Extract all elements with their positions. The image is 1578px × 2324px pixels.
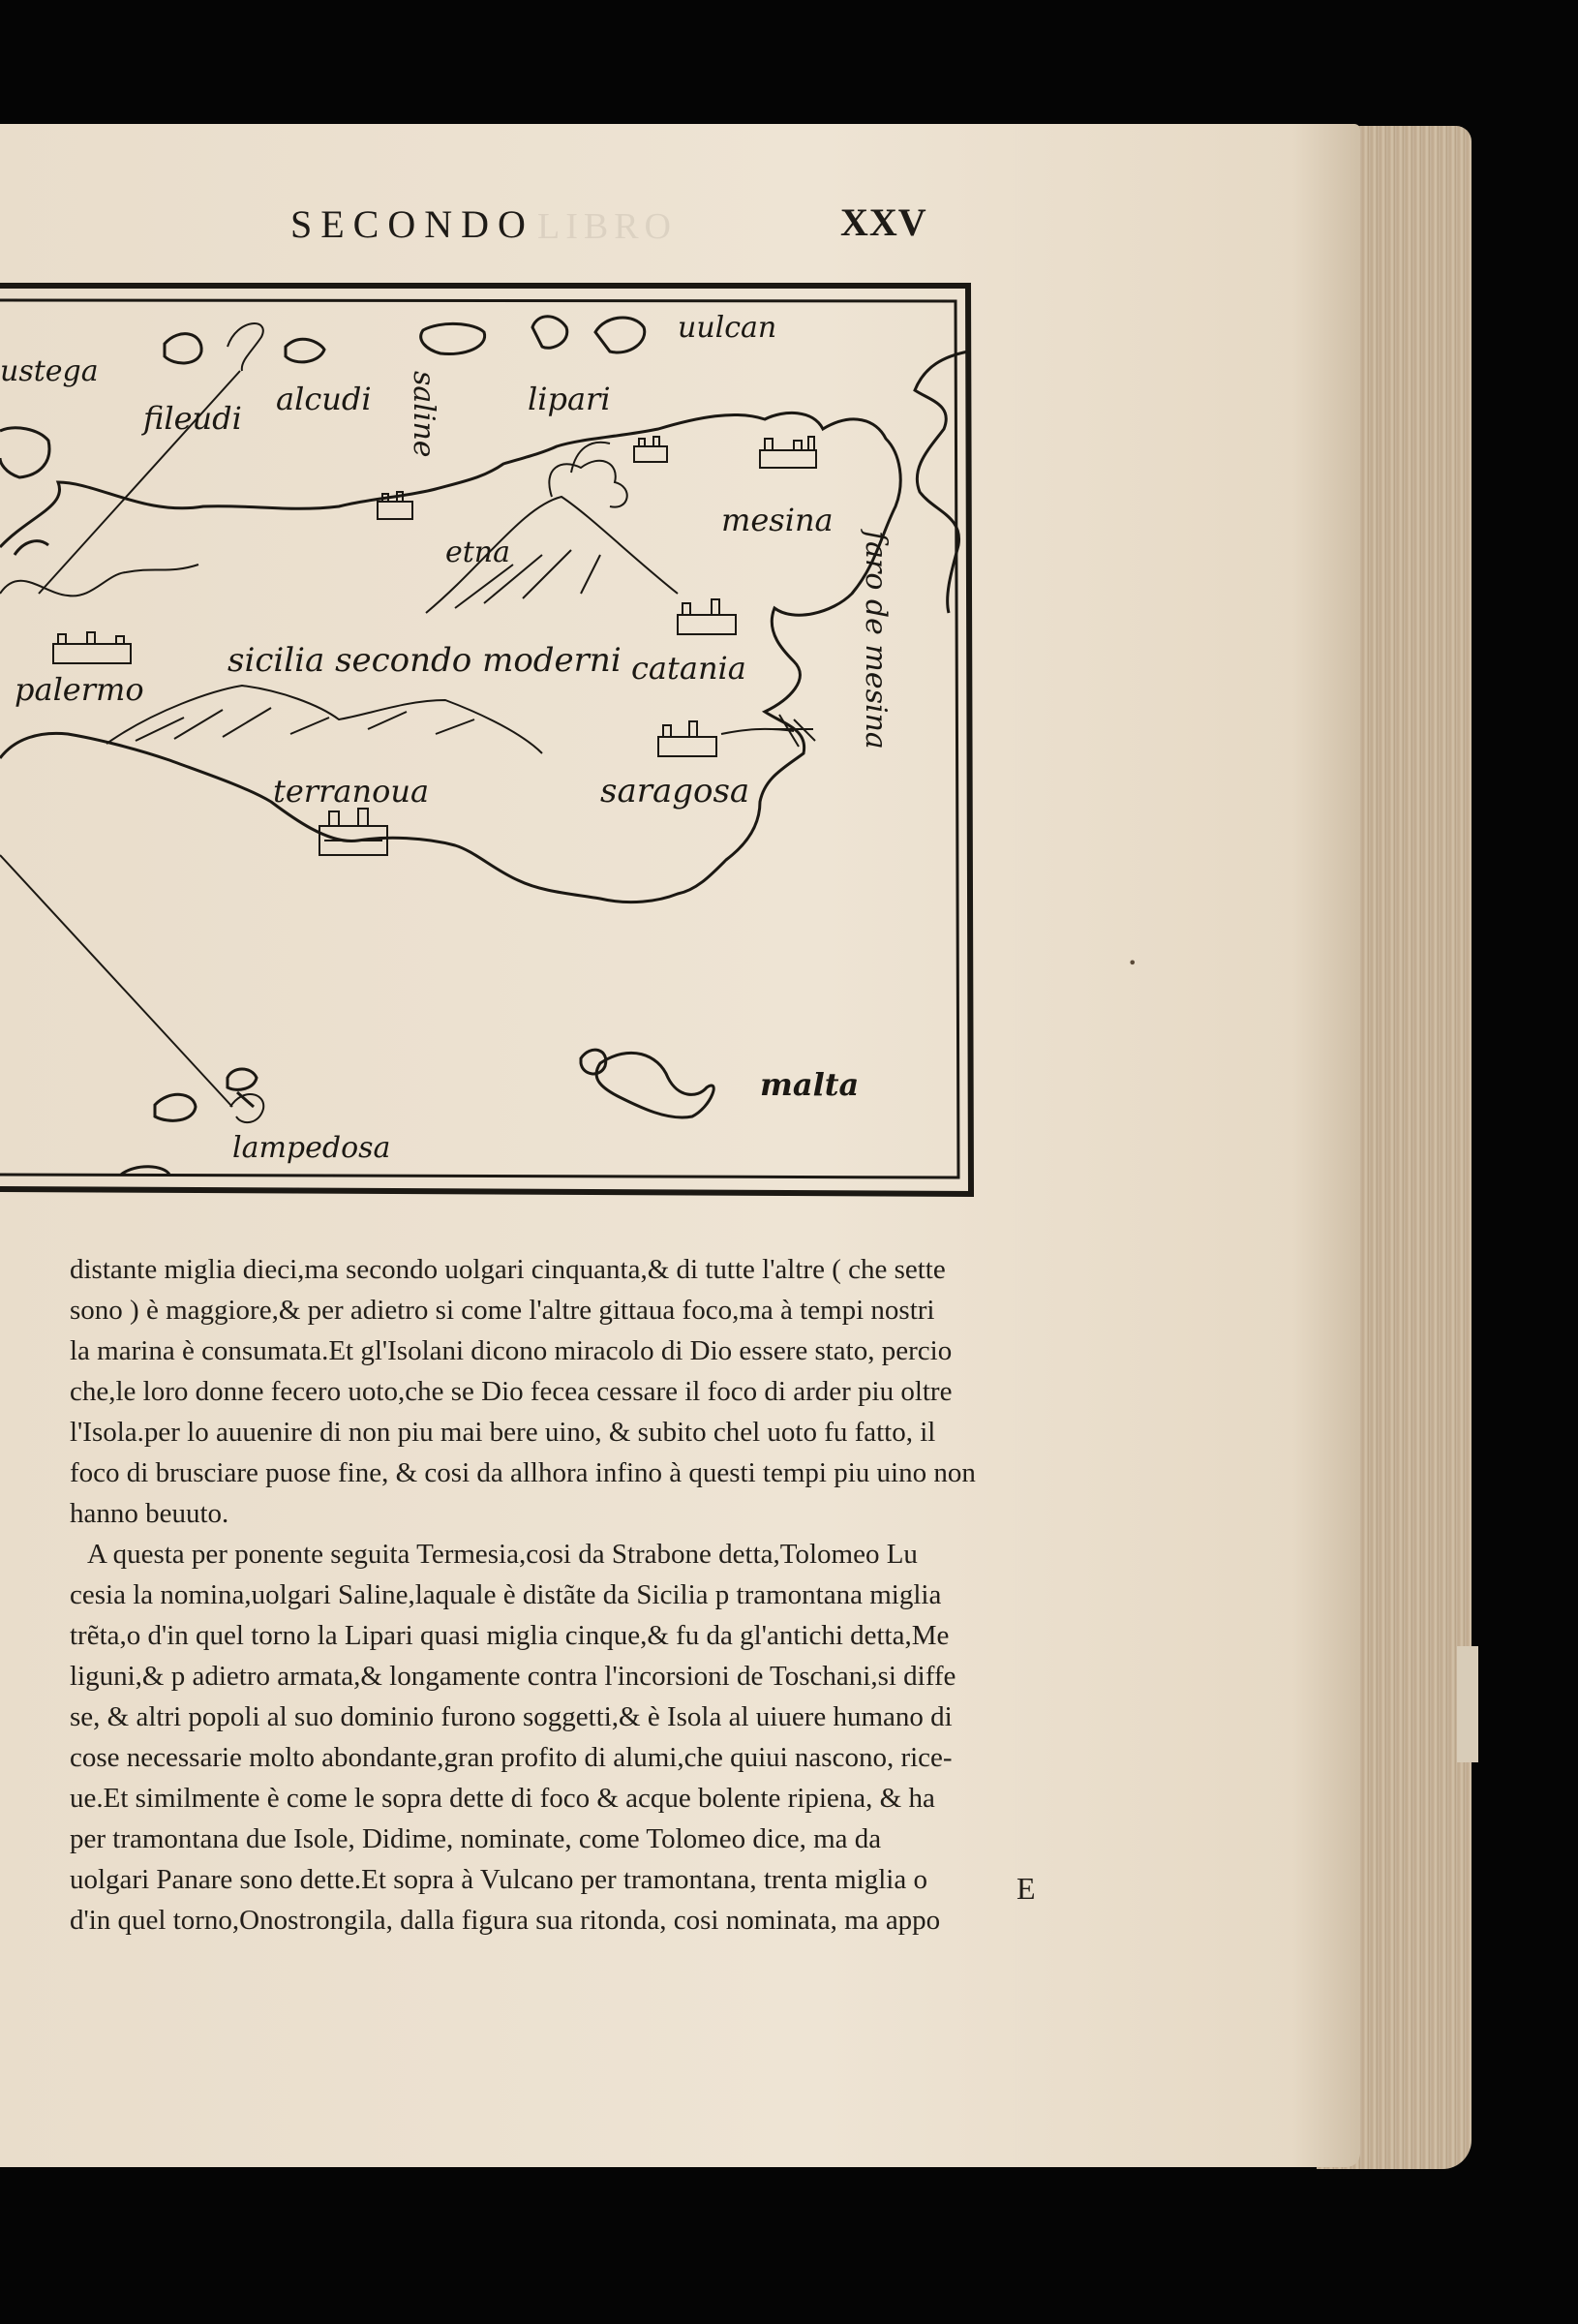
text-line: uolgari Panare sono dette.Et sopra à Vulcano per tramontana, trenta miglia o bbox=[70, 1864, 927, 1895]
text-line: liguni,& p adietro armata,& longamente contra l'incorsioni de Toschani,si diffe bbox=[70, 1661, 956, 1692]
label-terranova: terranoua bbox=[273, 773, 430, 810]
text-line: ue.Et similmente è come le sopra dette di foco & acque bolente ripiena, & ha bbox=[70, 1783, 935, 1814]
show-through-text: LIBRO bbox=[537, 206, 677, 247]
text-line: hanno beuuto. bbox=[70, 1498, 229, 1529]
signature-mark: E bbox=[1017, 1871, 1036, 1906]
calabria-coast bbox=[915, 352, 968, 613]
label-palermo: palermo bbox=[15, 671, 144, 708]
text-line: sono ) è maggiore,& per adietro si come l'altre gittaua foco,ma à tempi nostri bbox=[70, 1295, 935, 1326]
running-head: SECONDO bbox=[290, 202, 534, 246]
southern-mountains bbox=[106, 686, 542, 753]
label-catania: catania bbox=[631, 650, 746, 687]
southern-islands bbox=[121, 1050, 713, 1175]
label-lampedusa: lampedosa bbox=[232, 1131, 391, 1165]
label-ustega: ustega bbox=[0, 354, 99, 388]
label-sicilia: sicilia secondo moderni bbox=[228, 641, 622, 680]
label-alicudi: alcudi bbox=[276, 381, 372, 417]
label-saline: saline bbox=[407, 371, 440, 458]
aeolian-islands bbox=[0, 317, 645, 555]
text-line: la marina è consumata.Et gl'Isolani dicono miracolo di Dio essere stato, percio bbox=[70, 1335, 953, 1366]
text-line: se, & altri popoli al suo dominio furono soggetti,& è Isola al uiuere humano di bbox=[70, 1701, 953, 1732]
book-page-stack-edge bbox=[1457, 1646, 1478, 1762]
text-line: d'in quel torno,Onostrongila, dalla figura sua ritonda, cosi nominata, ma appo bbox=[70, 1905, 941, 1936]
folio-number: XXV bbox=[840, 200, 927, 244]
label-etna: etna bbox=[445, 535, 511, 569]
body-text bbox=[70, 1249, 1125, 1941]
text-line: cose necessarie molto abondante,gran profito di alumi,che quiui nascono, rice- bbox=[70, 1742, 953, 1773]
label-siracusa: saragosa bbox=[600, 772, 750, 810]
text-line: trẽta,o d'in quel torno la Lipari quasi miglia cinque,& fu da gl'antichi detta,Me bbox=[70, 1620, 950, 1651]
text-line: foco di brusciare puose fine, & cosi da allhora infino à questi tempi piu uino non bbox=[70, 1457, 976, 1488]
label-lipari: lipari bbox=[528, 381, 611, 417]
label-filicudi: fileudi bbox=[143, 400, 242, 437]
label-messina: mesina bbox=[721, 502, 834, 538]
label-vulcano: uulcan bbox=[678, 311, 777, 345]
text-line: l'Isola.per lo auuenire di non piu mai bere uino, & subito chel uoto fu fatto, il bbox=[70, 1417, 936, 1448]
etna-volcano bbox=[426, 443, 678, 613]
paper-speck: • bbox=[1128, 954, 1138, 972]
label-faro-de-messina: faro de mesina bbox=[859, 531, 893, 749]
text-line: A questa per ponente seguita Termesia,cosi da Strabone detta,Tolomeo Lu bbox=[87, 1539, 918, 1570]
text-line: cesia la nomina,uolgari Saline,laquale è distãte da Sicilia p tramontana miglia bbox=[70, 1579, 942, 1610]
woodcut-map bbox=[0, 274, 980, 1199]
map-svg bbox=[0, 274, 980, 1199]
label-malta: malta bbox=[760, 1066, 860, 1103]
text-line: per tramontana due Isole, Didime, nominate, come Tolomeo dice, ma da bbox=[70, 1823, 882, 1854]
text-line: che,le loro donne fecero uoto,che se Dio fecea cessare il foco di arder piu oltre bbox=[70, 1376, 953, 1407]
text-line: distante miglia dieci,ma secondo uolgari cinquanta,& di tutte l'altre ( che sette bbox=[70, 1254, 946, 1285]
north-coast-detail bbox=[0, 565, 198, 596]
